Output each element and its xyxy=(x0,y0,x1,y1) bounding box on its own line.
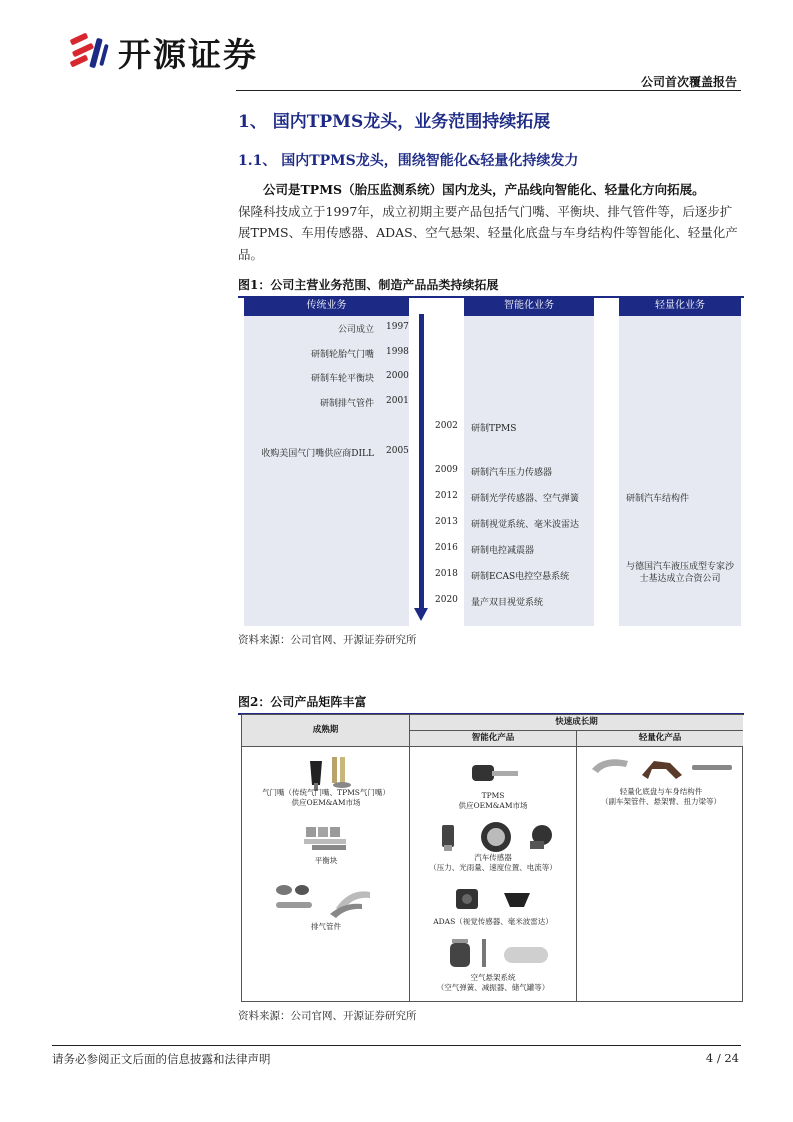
intro-paragraph xyxy=(238,179,744,265)
smart-year: 2018 xyxy=(435,569,458,579)
smart-event: 研制TPMS xyxy=(471,424,517,434)
trad-year: 2005 xyxy=(386,446,409,456)
smart-year: 2020 xyxy=(435,595,458,605)
light-products-header: 轻量化产品 xyxy=(577,731,743,746)
smart-year: 2009 xyxy=(435,465,458,475)
balance-weight-image xyxy=(302,823,352,853)
smart-products-header: 智能化产品 xyxy=(410,731,576,746)
section-heading: 1、 国内TPMS龙头，业务范围持续拓展 xyxy=(238,112,551,132)
smart-event: 量产双目视觉系统 xyxy=(471,598,544,608)
timeline-axis xyxy=(419,314,424,609)
growth-header: 快速成长期 xyxy=(410,715,743,730)
chassis-structure-image xyxy=(588,753,736,785)
figure1-timeline xyxy=(244,296,742,626)
product-label: 轻量化底盘与车身结构件 （副车架管件、悬架臂、扭力梁等） xyxy=(601,787,721,806)
report-type: 公司首次覆盖报告 xyxy=(640,75,737,89)
product-label: 平衡块 xyxy=(314,856,338,865)
trad-year: 1997 xyxy=(386,322,409,332)
page-number: 4 / 24 xyxy=(705,1051,739,1065)
footer-disclaimer: 请务必参阅正文后面的信息披露和法律声明 xyxy=(52,1052,271,1066)
trad-event: 研制排气管件 xyxy=(319,399,374,409)
product-label: ADAS（视觉传感器、毫米波雷达） xyxy=(433,917,553,926)
brand-logo xyxy=(66,28,296,76)
product-label: 汽车传感器 （压力、光雨量、速度位置、电流等） xyxy=(429,853,557,872)
trad-event: 公司成立 xyxy=(337,325,374,335)
light-header: 轻量化业务 xyxy=(619,296,741,316)
body-text: 保隆科技成立于1997年，成立初期主要产品包括气门嘴、平衡块、排气管件等，后逐步扩展TPMS、车用传感器、ADAS、空气悬架、轻量化底盘与车身结构件等智能化、轻量化产品。 xyxy=(238,203,738,262)
logo-text: 开源证券 xyxy=(118,34,258,74)
trad-year: 1998 xyxy=(386,347,409,357)
product-label: 空气悬架系统 （空气弹簧、减振器、储气罐等） xyxy=(436,973,550,992)
timeline-arrow-icon xyxy=(414,608,428,621)
footer-divider xyxy=(52,1045,741,1046)
kaiyuan-logo-icon xyxy=(66,30,110,74)
smart-year: 2013 xyxy=(435,517,458,527)
row-divider xyxy=(409,730,742,731)
traditional-header: 传统业务 xyxy=(244,296,409,316)
smart-event: 研制视觉系统、毫米波雷达 xyxy=(471,520,580,530)
trad-event: 研制车轮平衡块 xyxy=(310,374,374,384)
smart-year: 2002 xyxy=(435,421,458,431)
figure2-source: 资料来源：公司官网、开源证券研究所 xyxy=(238,1010,417,1022)
figure2-product-matrix xyxy=(241,714,743,1002)
subsection-heading: 1.1、 国内TPMS龙头，围绕智能化&轻量化持续发力 xyxy=(238,153,579,169)
row-divider xyxy=(242,746,742,747)
smart-year: 2012 xyxy=(435,491,458,501)
trad-year: 2001 xyxy=(386,396,409,406)
trad-year: 2000 xyxy=(386,371,409,381)
vehicle-sensor-image xyxy=(438,819,562,855)
light-event: 与德国汽车液压成型专家沙士基达成立合资公司 xyxy=(625,562,734,584)
trad-event: 研制轮胎气门嘴 xyxy=(310,350,374,360)
tpms-sensor-image xyxy=(470,759,520,789)
air-suspension-image xyxy=(442,937,552,969)
smart-event: 研制光学传感器、空气弹簧 xyxy=(471,494,580,504)
product-label: 排气管件 xyxy=(311,922,341,931)
header-divider xyxy=(236,90,741,91)
product-label: TPMS 供应OEM&AM市场 xyxy=(458,791,528,810)
column-divider xyxy=(576,730,577,1001)
column-divider xyxy=(409,715,410,1001)
product-label: 气门嘴（传统气门嘴、TPMS气门嘴） 供应OEM&AM市场 xyxy=(262,788,390,807)
figure2-title: 图2：公司产品矩阵丰富 xyxy=(238,693,744,715)
adas-radar-image xyxy=(450,885,540,913)
light-event: 研制汽车结构件 xyxy=(626,494,690,504)
smart-header: 智能化业务 xyxy=(464,296,594,316)
figure1-title: 图1：公司主营业务范围、制造产品品类持续拓展 xyxy=(238,276,744,298)
figure1-source: 资料来源：公司官网、开源证券研究所 xyxy=(238,634,417,646)
traditional-column xyxy=(244,296,409,626)
exhaust-pipe-image xyxy=(270,878,388,918)
smart-event: 研制电控减震器 xyxy=(471,546,535,556)
smart-event: 研制ECAS电控空悬系统 xyxy=(471,572,570,582)
smart-year: 2016 xyxy=(435,543,458,553)
trad-event: 收购美国气门嘴供应商DILL xyxy=(261,449,374,459)
mature-header: 成熟期 xyxy=(242,715,409,746)
lead-sentence: 公司是TPMS（胎压监测系统）国内龙头，产品线向智能化、轻量化方向拓展。 xyxy=(263,182,705,197)
smart-event: 研制汽车压力传感器 xyxy=(471,468,553,478)
